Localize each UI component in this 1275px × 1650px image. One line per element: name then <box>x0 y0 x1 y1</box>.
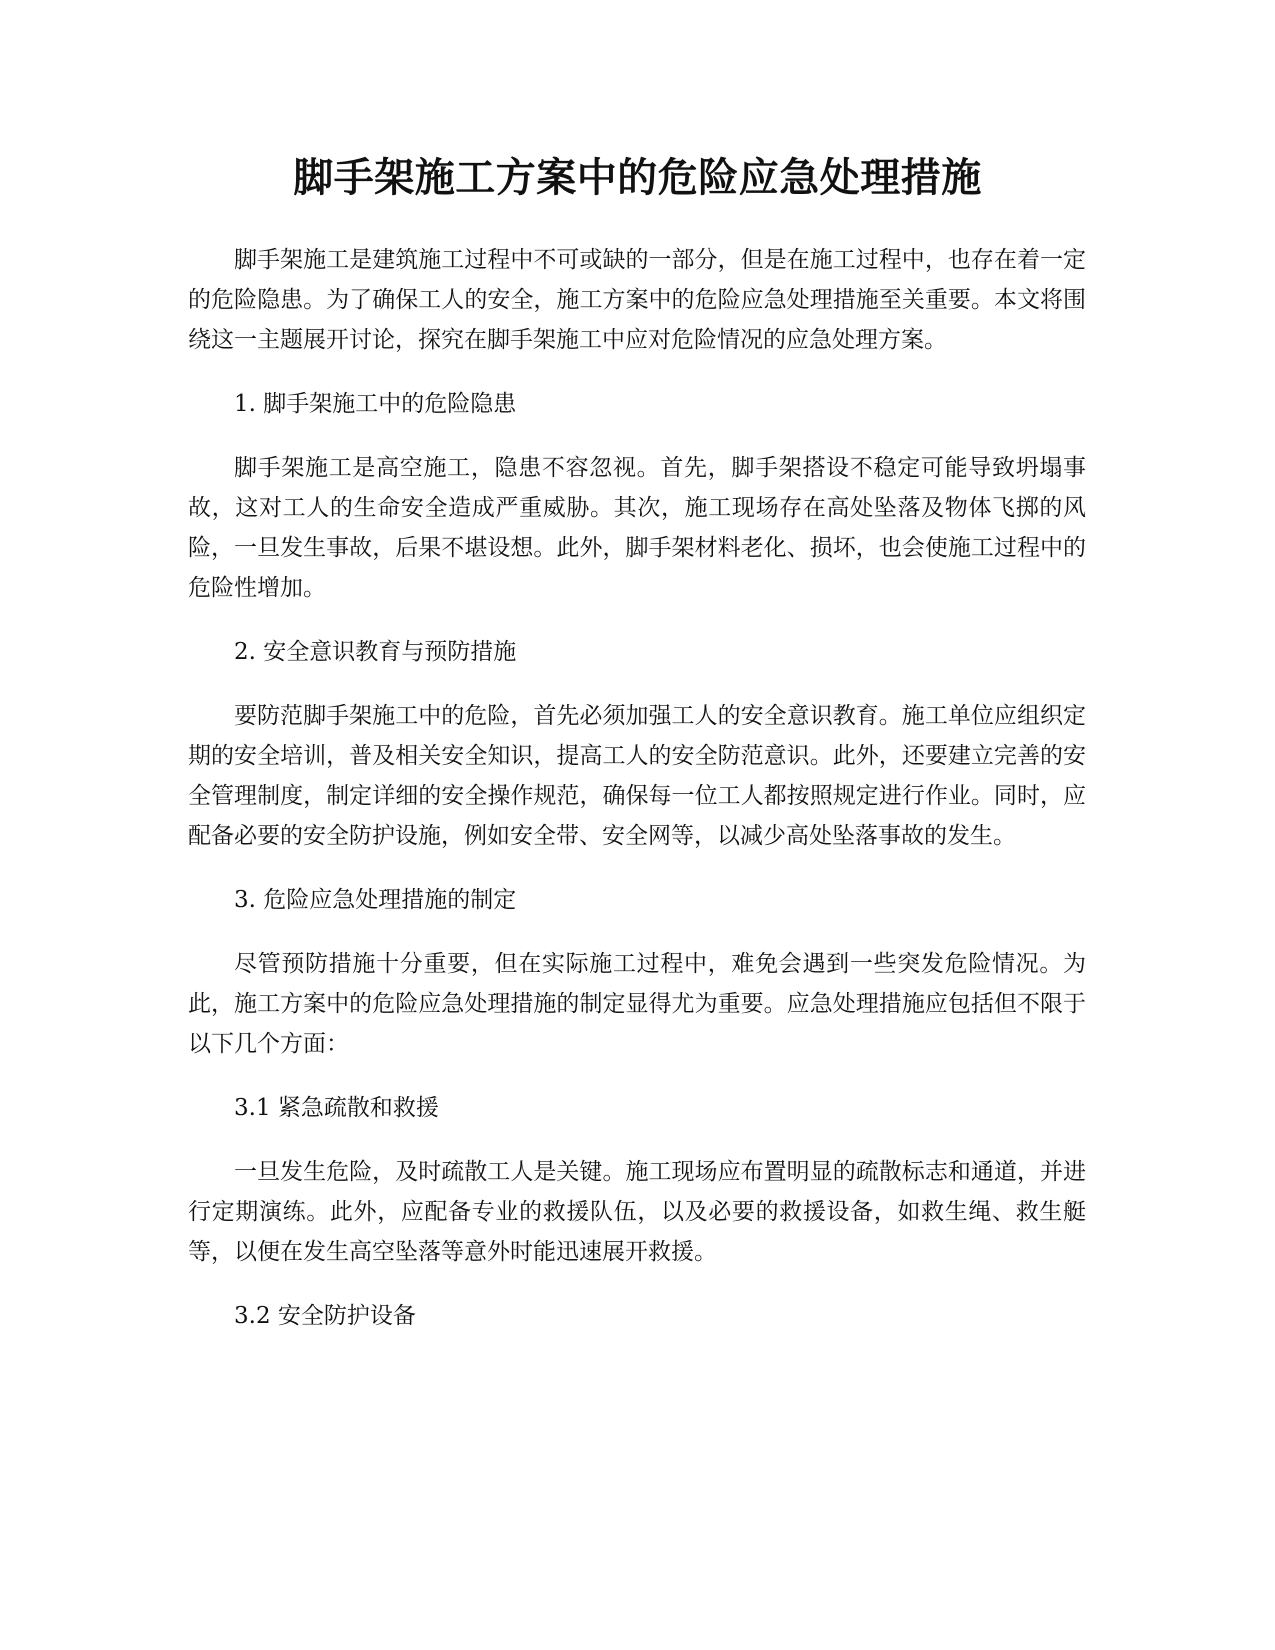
section-heading-1: 1. 脚手架施工中的危险隐患 <box>234 391 517 417</box>
section-body-3: 尽管预防措施十分重要，但在实际施工过程中，难免会遇到一些突发危险情况。为此，施工方案中的危险应急处理措施的制定显得尤为重要。应急处理措施应包括但不限于以下几个方面： <box>188 951 1086 1057</box>
section-body-3-1: 一旦发生危险，及时疏散工人是关键。施工现场应布置明显的疏散标志和通道，并进行定期演练。此外，应配备专业的救援队伍，以及必要的救援设备，如救生绳、救生艇等，以便在发生高空坠落等意外时能迅速展开救援。 <box>188 1159 1086 1265</box>
section-heading-3-2: 3.2 安全防护设备 <box>234 1303 416 1329</box>
section-heading-2: 2. 安全意识教育与预防措施 <box>234 639 517 665</box>
section-body-1: 脚手架施工是高空施工，隐患不容忽视。首先，脚手架搭设不稳定可能导致坍塌事故，这对工人的生命安全造成严重威胁。其次，施工现场存在高处坠落及物体飞掷的风险，一旦发生事故，后果不堪设想。此外，脚手架材料老化、损坏，也会使施工过程中的危险性增加。 <box>188 455 1086 601</box>
section-heading-3-1: 3.1 紧急疏散和救援 <box>234 1095 439 1121</box>
document-title: 脚手架施工方案中的危险应急处理措施 <box>293 155 982 201</box>
intro-paragraph: 脚手架施工是建筑施工过程中不可或缺的一部分，但是在施工过程中，也存在着一定的危险隐患。为了确保工人的安全，施工方案中的危险应急处理措施至关重要。本文将围绕这一主题展开讨论，探究在脚手架施工中应对危险情况的应急处理方案。 <box>188 247 1086 353</box>
section-heading-3: 3. 危险应急处理措施的制定 <box>234 887 517 913</box>
document-body <box>188 240 1086 1336</box>
section-body-2: 要防范脚手架施工中的危险，首先必须加强工人的安全意识教育。施工单位应组织定期的安全培训，普及相关安全知识，提高工人的安全防范意识。此外，还要建立完善的安全管理制度，制定详细的安全操作规范，确保每一位工人都按照规定进行作业。同时，应配备必要的安全防护设施，例如安全带、安全网等，以减少高处坠落事故的发生。 <box>188 703 1086 849</box>
